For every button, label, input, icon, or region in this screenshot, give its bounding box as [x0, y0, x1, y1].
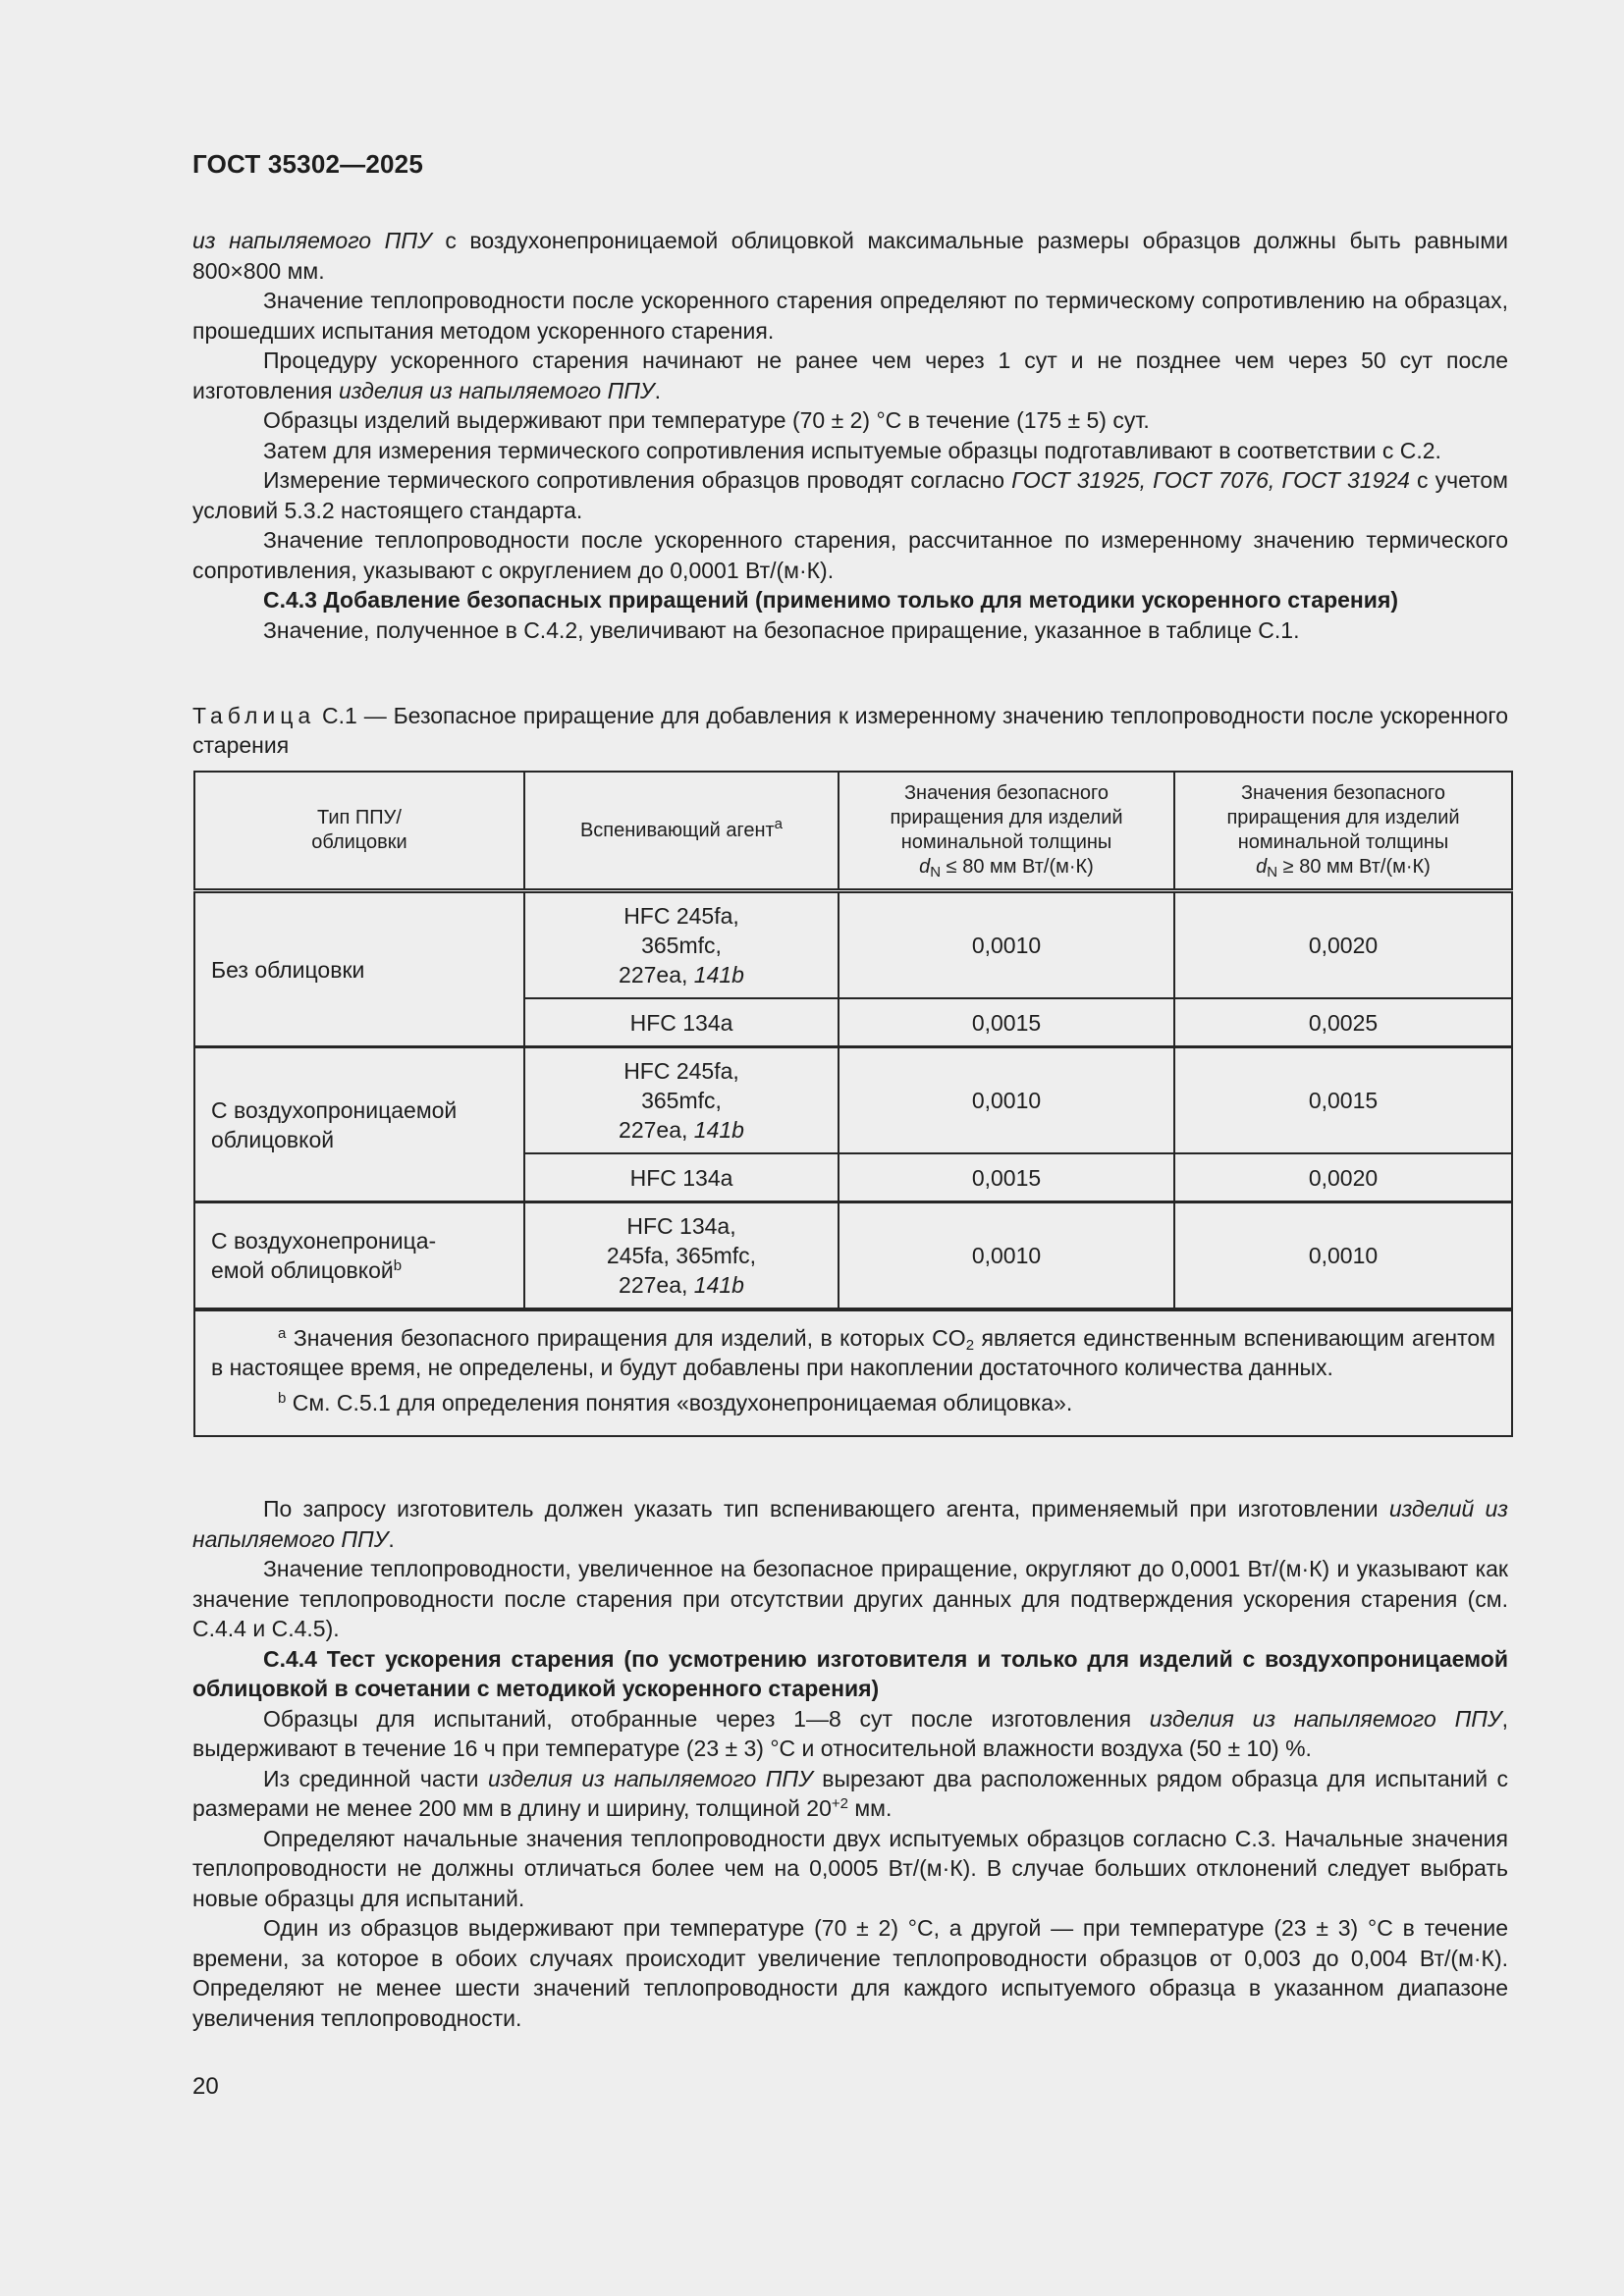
notes-row: [194, 1309, 1512, 1436]
agent-cell: HFC 134a, 245fa, 365mfc, 227ea, 141b: [524, 1202, 839, 1310]
column-header-le80: Значения безопасного приращения для изделий номинальной толщины $d_N \le 80$ мм Вт/(м·К): [839, 772, 1174, 891]
table-header-row: [194, 772, 1512, 891]
section-heading: С.4.3 Добавление безопасных приращений (применимо только для методики ускоренного старения): [263, 587, 1399, 613]
table-caption: Таблица С.1 — Безопасное приращение для добавления к измеренному значению теплопроводности после ускоренного старения: [192, 703, 1508, 758]
paragraph: Процедуру ускоренного старения начинают не ранее чем через 1 сут и не позднее чем через 50 сут после изготовления изделия из напыляемого ППУ.: [192, 347, 1508, 403]
value-cell: 0,0015: [1174, 1047, 1512, 1154]
ppu-type-cell: Без облицовки: [194, 891, 524, 1047]
text-block-upper: [192, 226, 1508, 645]
agent-cell: HFC 245fa, 365mfc, 227ea, 141b: [524, 891, 839, 999]
paragraph: Определяют начальные значения теплопроводности двух испытуемых образцов согласно С.3. Начальные значения теплопроводности не должны отличаться более чем на 0,0005 Вт/(м·К). В случае больших отклонений следует выбрать новые образцы для испытаний.: [192, 1825, 1508, 1911]
value-cell: 0,0010: [839, 891, 1174, 999]
table-row: [194, 1202, 1512, 1310]
page-number: 20: [192, 2073, 219, 2100]
value-cell: 0,0015: [839, 998, 1174, 1047]
text-block-lower: [192, 1494, 1508, 2033]
paragraph: Образцы изделий выдерживают при температуре (70 ± 2) °С в течение (175 ± 5) сут.: [263, 407, 1150, 433]
footnote-b: $^b$ См. С.5.1 для определения понятия «воздухонепроницаемая облицовка».: [278, 1390, 1073, 1415]
value-cell: 0,0010: [839, 1047, 1174, 1154]
table-row: [194, 891, 1512, 999]
paragraph: По запросу изготовитель должен указать тип вспенивающего агента, применяемый при изготовлении изделий из напыляемого ППУ.: [192, 1496, 1508, 1552]
footnote-a: $^a$ Значения безопасного приращения для изделий, в которых $CO_2$ является единственным вспенивающим агентом в настоящее время, не определены, и будут добавлены при накоплении достаточного количества данных.: [211, 1325, 1495, 1380]
value-cell: 0,0020: [1174, 1153, 1512, 1202]
group-no-facing: [194, 891, 1512, 1047]
column-header-agent: Вспенивающий агент$^a$: [524, 772, 839, 891]
group-permeable-facing: [194, 1047, 1512, 1202]
value-cell: 0,0025: [1174, 998, 1512, 1047]
group-impermeable-facing: [194, 1202, 1512, 1310]
paragraph: Измерение термического сопротивления образцов проводят согласно ГОСТ 31925, ГОСТ 7076, ГОСТ 31924 с учетом условий 5.3.2 настоящего стандарта.: [192, 467, 1508, 523]
agent-cell: HFC 245fa, 365mfc, 227ea, 141b: [524, 1047, 839, 1154]
notes-cell: [194, 1309, 1512, 1436]
paragraph: из напыляемого ППУ с воздухонепроницаемой облицовкой максимальные размеры образцов должны быть равными 800×800 мм.: [192, 228, 1508, 284]
ppu-type-cell: С воздухонепроница- емой облицовкой$^b$: [194, 1202, 524, 1310]
section-heading: С.4.4 Тест ускорения старения (по усмотрению изготовителя и только для изделий с воздухопроницаемой облицовкой в сочетании с методикой ускоренного старения): [192, 1645, 1508, 1701]
table-row: [194, 1047, 1512, 1154]
paragraph: Значение теплопроводности после ускоренного старения, рассчитанное по измеренному значению термического сопротивления, указывают с округлением до 0,0001 Вт/(м·К).: [192, 527, 1508, 583]
paragraph: Значение теплопроводности, увеличенное на безопасное приращение, округляют до 0,0001 Вт/(м·К) и указывают как значение теплопроводности после старения при отсутствии других данных для подтверждения ускорения старения (см. С.4.4 и С.4.5).: [192, 1556, 1508, 1641]
agent-cell: HFC 134a: [524, 1153, 839, 1202]
paragraph: Один из образцов выдерживают при температуре (70 ± 2) °С, а другой — при температуре (23 ± 3) °С в течение времени, за которое в обоих случаях происходит увеличение теплопроводности образцов от 0,003 до 0,004 Вт/(м·К). Определяют не менее шести значений теплопроводности для каждого испытуемого образца в указанном диапазоне увеличения теплопроводности.: [192, 1915, 1508, 2031]
table-notes: [194, 1309, 1512, 1436]
paragraph: Из срединной части изделия из напыляемого ППУ вырезают два расположенных рядом образца для испытаний с размерами не менее 200 мм в длину и ширину, толщиной $20^{+2}$ мм.: [192, 1765, 1509, 1821]
ppu-type-cell: С воздухопроницаемой облицовкой: [194, 1047, 524, 1202]
document-header: ГОСТ 35302—2025: [192, 149, 423, 179]
value-cell: 0,0015: [839, 1153, 1174, 1202]
agent-cell: HFC 134a: [524, 998, 839, 1047]
increment-table: [193, 771, 1513, 1437]
column-header-type: Тип ППУ/ облицовки: [194, 772, 524, 891]
paragraph: Затем для измерения термического сопротивления испытуемые образцы подготавливают в соответствии с С.2.: [263, 437, 1441, 463]
paragraph: Образцы для испытаний, отобранные через 1—8 сут после изготовления изделия из напыляемого ППУ, выдерживают в течение 16 ч при температуре (23 ± 3) °С и относительной влажности воздуха (50 ± 10) %.: [192, 1705, 1508, 1761]
value-cell: 0,0010: [839, 1202, 1174, 1310]
value-cell: 0,0010: [1174, 1202, 1512, 1310]
column-header-ge80: Значения безопасного приращения для изделий номинальной толщины $d_N \ge 80$ мм Вт/(м·К): [1174, 772, 1512, 891]
paragraph: Значение теплопроводности после ускоренного старения определяют по термическому сопротивлению на образцах, прошедших испытания методом ускоренного старения.: [192, 288, 1508, 344]
paragraph: Значение, полученное в С.4.2, увеличивают на безопасное приращение, указанное в таблице С.1.: [263, 616, 1300, 643]
value-cell: 0,0020: [1174, 891, 1512, 999]
